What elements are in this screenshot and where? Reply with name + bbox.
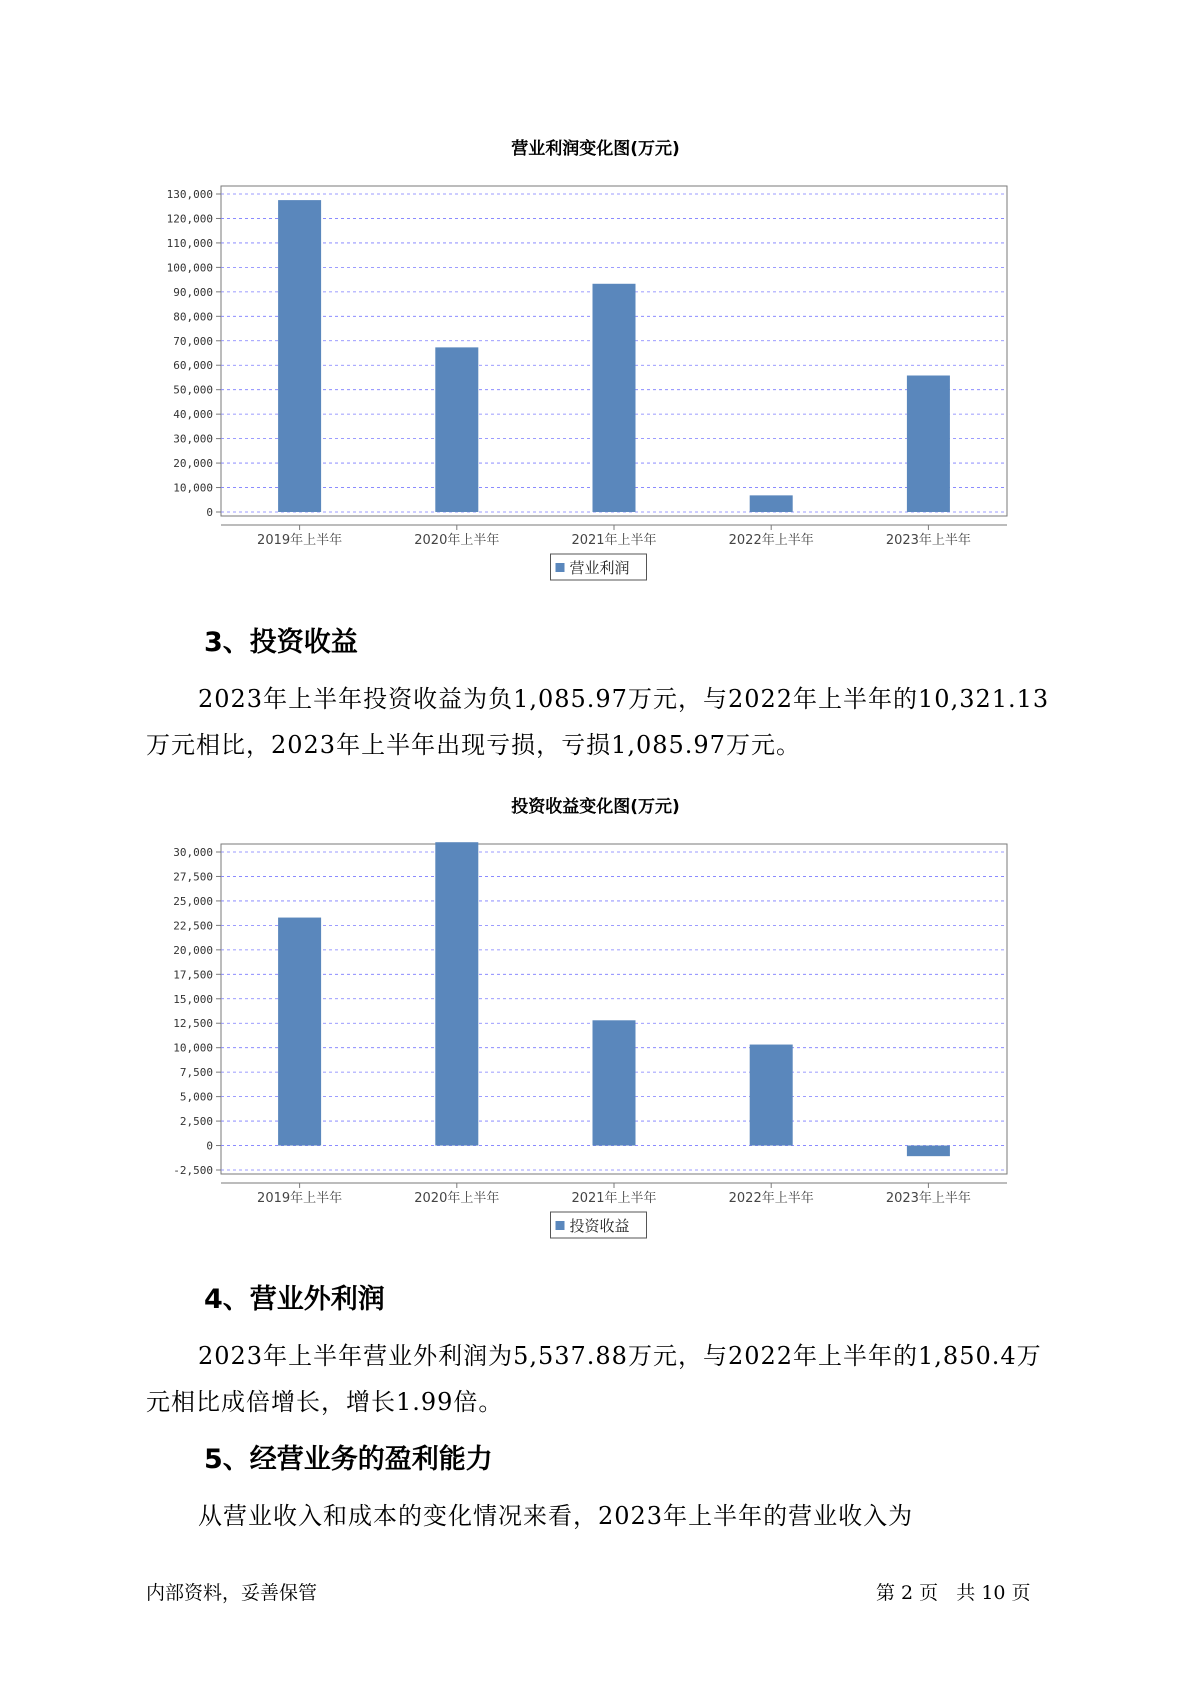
- section-text-profitability: [146, 1493, 1066, 1539]
- x-tick-label: 2023年上半年: [885, 1191, 971, 1206]
- bar: [907, 1146, 950, 1157]
- y-tick-label: 30,000: [173, 846, 213, 859]
- x-tick-label: 2019年上半年: [257, 533, 343, 548]
- section-heading-profitability: 5、经营业务的盈利能力: [204, 1444, 493, 1475]
- x-tick-label: 2020年上半年: [414, 1191, 500, 1206]
- y-tick-label: 15,000: [173, 992, 213, 1006]
- y-tick-label: 50,000: [173, 383, 213, 397]
- y-tick-label: 17,500: [173, 968, 213, 982]
- y-tick-label: 60,000: [173, 359, 213, 373]
- y-tick-label: 27,500: [173, 870, 213, 884]
- x-tick-label: 2022年上半年: [728, 1191, 814, 1206]
- bar: [593, 1020, 636, 1145]
- paragraph-text: 从营业收入和成本的变化情况来看，2023年上半年的营业收入为: [198, 1502, 914, 1530]
- x-tick-label: 2022年上半年: [728, 533, 814, 548]
- chart-operating-profit: [0, 150, 1191, 590]
- legend-swatch: [556, 563, 565, 572]
- y-tick-label: 10,000: [173, 481, 213, 495]
- bar: [435, 842, 478, 1145]
- y-tick-label: 0: [206, 1139, 213, 1153]
- chart-title-operating-profit: 营业利润变化图(万元): [511, 139, 680, 159]
- chart-title-investment-income: 投资收益变化图(万元): [511, 797, 680, 817]
- x-tick-label: 2021年上半年: [571, 533, 657, 548]
- y-tick-label: 110,000: [166, 236, 213, 250]
- y-tick-label: 22,500: [173, 919, 213, 933]
- y-tick-label: 12,500: [173, 1017, 213, 1031]
- y-tick-label: 40,000: [173, 408, 213, 422]
- legend: [551, 554, 647, 580]
- x-tick-label: 2020年上半年: [414, 533, 500, 548]
- y-tick-label: 70,000: [173, 334, 213, 348]
- paragraph-text: 2023年上半年投资收益为负1,085.97万元，与2022年上半年的10,321.13万元相比，2023年上半年出现亏损，亏损1,085.97万元。: [146, 685, 1050, 759]
- y-tick-label: 30,000: [173, 432, 213, 446]
- bar: [750, 495, 793, 512]
- y-tick-label: 20,000: [173, 943, 213, 957]
- y-tick-label: 20,000: [173, 457, 213, 471]
- section-heading-investment-income: 3、投资收益: [204, 627, 358, 658]
- legend-label: 营业利润: [569, 559, 630, 577]
- y-tick-label: 90,000: [173, 285, 213, 299]
- y-tick-label: 25,000: [173, 894, 213, 908]
- x-tick-label: 2021年上半年: [571, 1191, 657, 1206]
- legend: [551, 1212, 647, 1238]
- bar: [278, 200, 321, 512]
- legend-label: 投资收益: [569, 1217, 630, 1235]
- chart-investment-income: [0, 808, 1191, 1248]
- x-tick-label: 2023年上半年: [885, 533, 971, 548]
- y-tick-label: 10,000: [173, 1041, 213, 1055]
- legend-swatch: [556, 1221, 565, 1230]
- y-tick-label: 130,000: [166, 188, 213, 201]
- section-text-non-operating-profit: [146, 1333, 1066, 1425]
- bar: [278, 918, 321, 1146]
- paragraph-text: 2023年上半年营业外利润为5,537.88万元，与2022年上半年的1,850.4万元相比成倍增长，增长1.99倍。: [146, 1342, 1042, 1416]
- y-tick-label: 5,000: [179, 1090, 213, 1104]
- y-tick-label: 2,500: [179, 1115, 213, 1129]
- y-tick-label: 120,000: [166, 212, 213, 226]
- y-tick-label: 100,000: [166, 261, 213, 275]
- y-tick-label: 80,000: [173, 310, 213, 324]
- y-tick-label: -2,500: [173, 1164, 213, 1177]
- bar: [593, 284, 636, 512]
- y-tick-label: 7,500: [179, 1066, 213, 1080]
- bar: [907, 376, 950, 512]
- footer-page-number: 第 2 页 共 10 页: [876, 1582, 1031, 1604]
- x-tick-label: 2019年上半年: [257, 1191, 343, 1206]
- bar: [750, 1045, 793, 1146]
- y-tick-label: 0: [206, 506, 213, 519]
- bar: [435, 347, 478, 512]
- section-heading-non-operating-profit: 4、营业外利润: [204, 1284, 385, 1315]
- footer-confidential: 内部资料，妥善保管: [146, 1582, 318, 1604]
- section-text-investment-income: [146, 676, 1066, 768]
